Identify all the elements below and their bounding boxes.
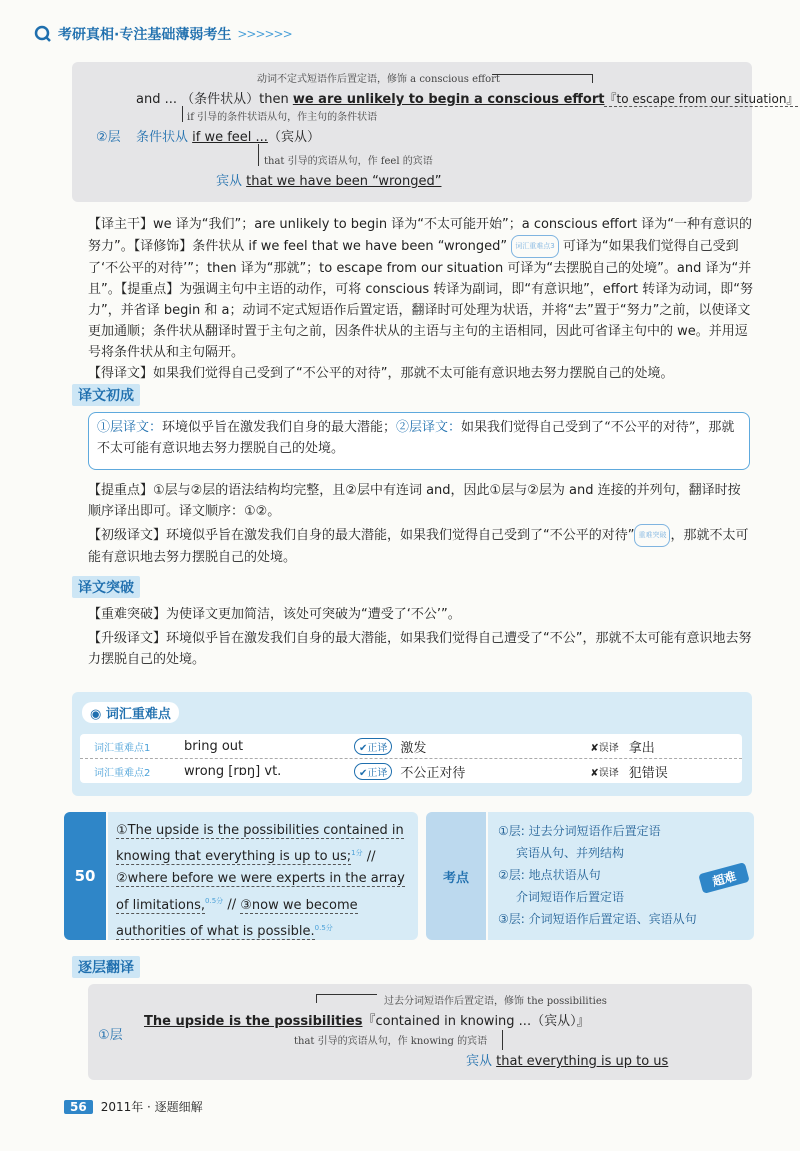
basic-translation: 【初级译文】环境似乎旨在激发我们自身的最大潜能，如果我们觉得自己受到了“不公平的对待” 重难突破 ，那就不太可能有意识地去努力摆脱自己的处境。 bbox=[88, 524, 752, 568]
vocab-table bbox=[80, 734, 742, 783]
breakthrough-note: 【重难突破】为使译文更加简洁，该处可突破为“遭受了‘不公’”。 bbox=[88, 607, 461, 622]
kaodian-label: 考点 bbox=[426, 812, 486, 940]
footer-text: 2011年 · 逐题细解 bbox=[100, 1100, 203, 1114]
vocab-panel bbox=[72, 692, 752, 796]
page-footer bbox=[64, 1098, 203, 1115]
annotation-arrow bbox=[182, 106, 183, 122]
bullet-icon: ◉ bbox=[90, 707, 106, 722]
header-title: 考研真相·专注基础薄弱考生 bbox=[58, 27, 232, 43]
note-if-clause: if 引导的条件状语从句，作主句的条件状语 bbox=[187, 112, 378, 123]
analysis-paragraph: 【译主干】we 译为“我们”；are unlikely to begin 译为“不太可能开始”；a conscious effort 译为“一种有意识的努力”。【译修饰】条件状从 if we feel that we have been “wronged” 词汇重难点3 可译为“如果我们觉得自己受到了‘不公平的对待’”；then 译为“那就”；to escape from our situation 可译为“去摆脱自己的处境”。and 译为“并且”。【提重点】为强调主句中主语的动作，可将 conscious 转译为副词，即“有意识地”，effort 转译为动词，即“努力”，并省译 begin 和 a；动词不定式短语作后置定语，翻译时可处理为状语，并将“去”置于“努力”之前，以使译文更加通顺；条件状从翻译时置于主句之前，因条件状从的主语与主句的主语相同，因此可省译主句中的 we。并用逗号将条件状从和主句隔开。 【得译文】如果我们觉得自己受到了“不公平的对待”，那就不太可能有意识地去努力摆脱自己的处境。 bbox=[88, 214, 754, 384]
upgraded-translation: 【升级译文】环境似乎旨在激发我们自身的最大潜能，如果我们觉得自己遭受了“不公”，那就不太可能有意识地去努力摆脱自己的处境。 bbox=[88, 631, 752, 667]
note-infinitive: 动词不定式短语作后置定语，修饰 a conscious effort bbox=[257, 74, 500, 85]
order-note: 【提重点】①层与②层的语法结构均完整，且②层中有连词 and，因此①层与②层为 and 连接的并列句，翻译时按顺序译出即可。译文顺序：①②。 bbox=[88, 483, 741, 519]
initial-translation-box: ①层译文：环境似乎旨在激发我们自身的最大潜能；②层译文：如果我们觉得自己受到了“不公平的对待”，那就不太可能有意识地去努力摆脱自己的处境。 bbox=[88, 412, 750, 470]
section-tag-breakthrough: 译文突破 bbox=[72, 576, 140, 598]
section-tag-layered: 逐层翻译 bbox=[72, 956, 140, 978]
line-layer1-object: 宾从 that everything is up to us bbox=[466, 1054, 669, 1069]
kaodian-points: ①层: 过去分词短语作后置定语 宾语从句、并列结构 ②层: 地点状语从句 介词短语作后置定语 ③层: 介词短语作后置定语、宾语从句 bbox=[488, 812, 754, 940]
vocab-title: ◉ 词汇重难点 bbox=[82, 702, 179, 723]
vocab-row: 词汇重难点2 wrong [rɒŋ] vt. ✔正译 不公正对待 ✘误译 犯错误 bbox=[80, 758, 742, 783]
line-main-clause: and ... （条件状从）then we are unlikely to begin a conscious effort『to escape from our situation』 bbox=[136, 92, 799, 107]
page-header bbox=[34, 20, 292, 48]
layer-label-1: ①层 bbox=[98, 1028, 123, 1043]
line-object-clause: 宾从 that we have been “wronged” bbox=[216, 174, 442, 189]
vocab-row: 词汇重难点1 bring out ✔正译 激发 ✘误译 拿出 bbox=[94, 738, 655, 756]
annotation-bracket bbox=[492, 74, 593, 83]
layer-label-2: ②层 bbox=[96, 130, 121, 145]
note-that-clause: that 引导的宾语从句，作 feel 的宾语 bbox=[264, 156, 433, 167]
annotation-arrow-2 bbox=[258, 144, 259, 166]
note-past-participle: 过去分词短语作后置定语，修饰 the possibilities bbox=[384, 996, 607, 1007]
vocab-ref-tag: 词汇重难点3 bbox=[511, 235, 558, 258]
section-tag-initial: 译文初成 bbox=[72, 384, 140, 406]
question-sentence: ①The upside is the possibilities contained in knowing that everything is up to us;$^{1分}$ // ②where before we were experts in the array of limitations,$^{0.5分}$ // ③now we become authorities of what is possible.$^{0.5分}$ bbox=[108, 812, 418, 940]
annotation-arrow-3 bbox=[502, 1030, 503, 1050]
note-knowing-object: that 引导的宾语从句，作 knowing 的宾语 bbox=[294, 1036, 488, 1047]
annotation-bracket-2 bbox=[316, 994, 377, 1003]
result-translation: 【得译文】如果我们觉得自己受到了“不公平的对待”，那就不太可能有意识地去努力摆脱自己的处境。 bbox=[88, 366, 674, 381]
structure-diagram-top bbox=[72, 62, 799, 202]
header-arrows: >>>>>> bbox=[237, 27, 292, 41]
question-number: 50 bbox=[64, 812, 106, 940]
page-number: 56 bbox=[64, 1100, 93, 1114]
question-50 bbox=[64, 812, 756, 942]
difficulty-stamp: 超难 bbox=[698, 862, 750, 894]
line-condition: 条件状从 if we feel ...（宾从） bbox=[136, 130, 320, 145]
line-layer1-main: The upside is the possibilities『contained in knowing ...（宾从）』 bbox=[144, 1014, 590, 1029]
structure-diagram-bottom bbox=[88, 984, 752, 1080]
search-logo-icon bbox=[34, 25, 52, 43]
